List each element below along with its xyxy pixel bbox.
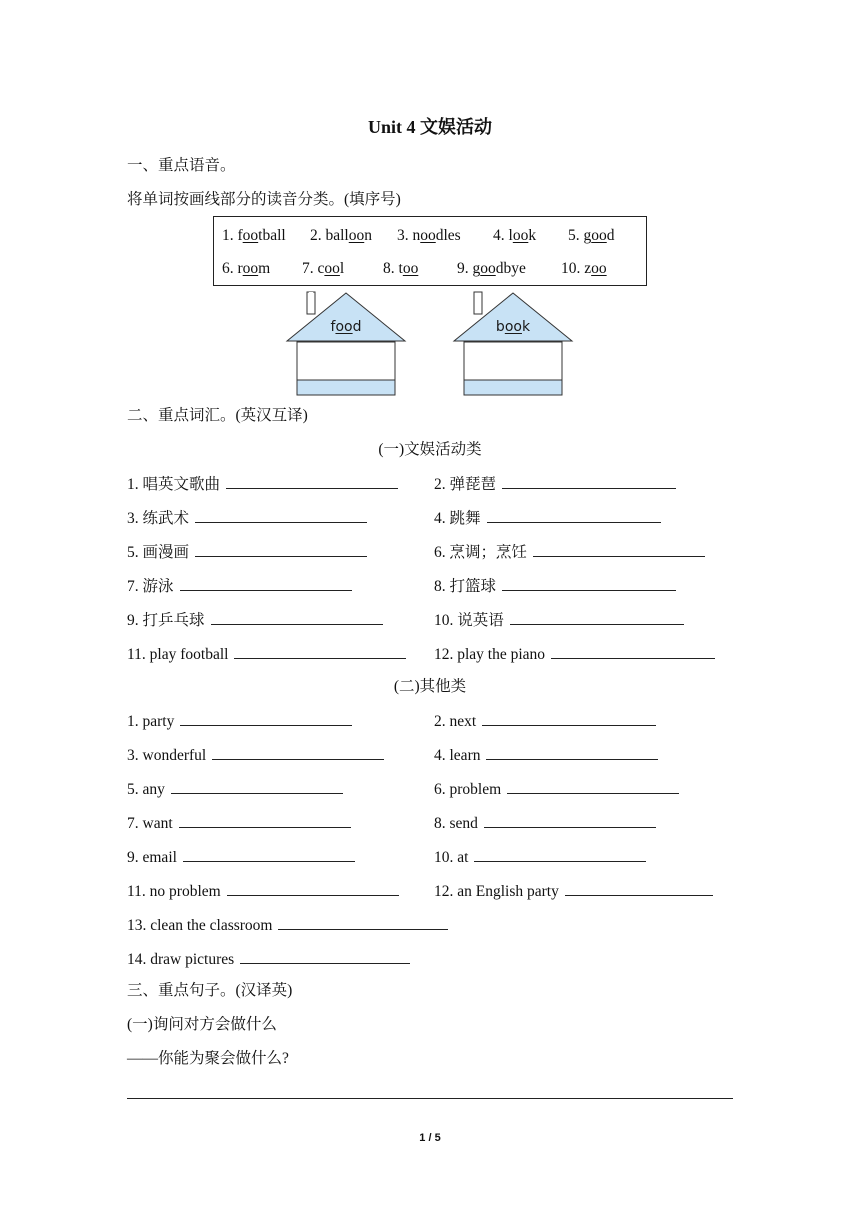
- word-item: [310, 226, 372, 246]
- answer-blank[interactable]: [565, 881, 713, 896]
- house-icon: [285, 290, 407, 398]
- word-text: d: [606, 227, 615, 244]
- word-text: dles: [435, 227, 461, 244]
- word-text: c: [317, 260, 325, 277]
- answer-blank[interactable]: [180, 576, 352, 591]
- vocab-item: [434, 610, 684, 631]
- vocab-item: [434, 542, 705, 563]
- word-underlined-part: oo: [420, 227, 436, 244]
- page-number: 1 / 5: [419, 1132, 441, 1144]
- vocab-prompt: 6. problem: [434, 781, 502, 798]
- word-number: 6.: [222, 260, 238, 277]
- word-underlined-part: oo: [324, 260, 340, 277]
- vocab-prompt: 5. 画漫画: [127, 544, 190, 561]
- word-number: 3.: [397, 227, 413, 244]
- answer-blank[interactable]: [507, 779, 679, 794]
- vocab-item: [434, 881, 713, 902]
- answer-blank[interactable]: [227, 881, 399, 896]
- word-item: [222, 226, 286, 246]
- house-word-book: book: [495, 319, 531, 335]
- vocab-item: [127, 644, 406, 665]
- word-number: 4.: [493, 227, 509, 244]
- vocab-prompt: 5. any: [127, 781, 165, 798]
- word-text: tball: [258, 227, 286, 244]
- word-text: t: [398, 260, 403, 277]
- page-title: Unit 4 文娱活动: [367, 117, 492, 137]
- word-number: 2.: [310, 227, 326, 244]
- word-text: g: [472, 260, 481, 277]
- vocab-prompt: 6. 烹调；烹饪: [434, 544, 528, 561]
- vocab-prompt: 1. party: [127, 713, 175, 730]
- question-1: ——你能为聚会做什么?: [127, 1050, 289, 1067]
- answer-blank[interactable]: [474, 847, 646, 862]
- answer-blank[interactable]: [183, 847, 355, 862]
- answer-blank[interactable]: [482, 711, 656, 726]
- section1-instruction: 将单词按画线部分的读音分类。(填序号): [127, 191, 401, 208]
- section2-sub2: (二)其他类: [393, 678, 467, 695]
- vocab-prompt: 14. draw pictures: [127, 951, 235, 968]
- section2-heading: 二、重点词汇。(英汉互译): [127, 407, 308, 424]
- vocab-prompt: 1. 唱英文歌曲: [127, 476, 221, 493]
- word-text: k: [528, 227, 537, 244]
- word-underlined-part: oo: [512, 227, 529, 244]
- answer-blank[interactable]: [226, 474, 398, 489]
- vocab-prompt: 10. 说英语: [434, 612, 504, 629]
- word-underlined-part: oo: [591, 227, 607, 244]
- vocab-prompt: 8. send: [434, 815, 478, 832]
- vocab-prompt: 12. play the piano: [434, 646, 546, 663]
- answer-blank[interactable]: [240, 949, 410, 964]
- word-item: [302, 259, 344, 279]
- word-text: n: [364, 227, 372, 244]
- word-underlined-part: oo: [242, 260, 259, 277]
- vocab-prompt: 3. wonderful: [127, 747, 207, 764]
- vocab-item: [434, 745, 658, 766]
- answer-line[interactable]: [127, 1098, 733, 1099]
- word-text: dbye: [495, 260, 526, 277]
- house-food: [285, 290, 407, 398]
- house-book: [452, 290, 574, 398]
- answer-blank[interactable]: [180, 711, 352, 726]
- answer-blank[interactable]: [278, 915, 448, 930]
- word-text: n: [412, 227, 421, 244]
- word-underlined-part: oo: [591, 260, 607, 277]
- section1-heading: 一、重点语音。: [127, 157, 236, 174]
- vocab-prompt: 2. 弹琵琶: [434, 476, 497, 493]
- word-text: ball: [325, 227, 349, 244]
- vocab-prompt: 13. clean the classroom: [127, 917, 273, 934]
- answer-blank[interactable]: [234, 644, 406, 659]
- answer-blank[interactable]: [486, 745, 658, 760]
- vocab-prompt: 12. an English party: [434, 883, 559, 900]
- word-number: 5.: [568, 227, 584, 244]
- answer-blank[interactable]: [211, 610, 383, 625]
- vocab-item: [127, 881, 399, 902]
- vocab-prompt: 11. play football: [127, 646, 229, 663]
- vocab-item: [127, 847, 355, 868]
- word-underlined-part: oo: [480, 260, 496, 277]
- word-item: [561, 259, 607, 279]
- vocab-prompt: 4. 跳舞: [434, 510, 481, 527]
- word-text: z: [584, 260, 592, 277]
- word-number: 9.: [457, 260, 473, 277]
- word-underlined-part: oo: [402, 260, 419, 277]
- section2-sub1: (一)文娱活动类: [378, 441, 482, 458]
- vocab-item: [434, 644, 715, 665]
- word-item: [493, 226, 536, 246]
- word-item: [383, 259, 418, 279]
- answer-blank[interactable]: [502, 576, 676, 591]
- word-underlined-part: oo: [242, 227, 259, 244]
- word-number: 1.: [222, 227, 238, 244]
- section3-sub1: (一)询问对方会做什么: [127, 1016, 277, 1033]
- vocab-item: [434, 711, 656, 732]
- vocab-prompt: 11. no problem: [127, 883, 221, 900]
- vocab-item: [127, 474, 398, 495]
- vocab-prompt: 4. learn: [434, 747, 481, 764]
- answer-blank[interactable]: [487, 508, 661, 523]
- vocab-item: [127, 711, 352, 732]
- answer-blank[interactable]: [195, 542, 367, 557]
- word-text: r: [237, 260, 243, 277]
- word-text: l: [339, 260, 345, 277]
- vocab-item: [434, 847, 646, 868]
- vocab-item: [434, 474, 676, 495]
- vocab-item: [127, 915, 448, 936]
- word-item: [457, 259, 526, 279]
- vocab-item: [434, 813, 656, 834]
- vocab-item: [434, 779, 679, 800]
- word-underlined-part: oo: [348, 227, 365, 244]
- word-number: 10.: [561, 260, 585, 277]
- vocab-item: [127, 610, 383, 631]
- vocab-item: [127, 508, 367, 529]
- answer-blank[interactable]: [179, 813, 351, 828]
- answer-blank[interactable]: [212, 745, 384, 760]
- answer-blank[interactable]: [171, 779, 343, 794]
- section3-heading: 三、重点句子。(汉译英): [127, 982, 293, 999]
- word-item: [222, 259, 270, 279]
- answer-blank[interactable]: [510, 610, 684, 625]
- word-number: 8.: [383, 260, 399, 277]
- vocab-prompt: 9. 打乒乓球: [127, 612, 205, 629]
- answer-blank[interactable]: [195, 508, 367, 523]
- vocab-item: [127, 949, 410, 970]
- answer-blank[interactable]: [533, 542, 705, 557]
- word-text: m: [258, 260, 271, 277]
- house-icon: [452, 290, 574, 398]
- vocab-prompt: 10. at: [434, 849, 469, 866]
- vocab-item: [127, 745, 384, 766]
- word-text: g: [583, 227, 592, 244]
- answer-blank[interactable]: [502, 474, 676, 489]
- house-word-food: food: [330, 319, 362, 335]
- vocab-prompt: 7. 游泳: [127, 578, 174, 595]
- vocab-item: [127, 576, 352, 597]
- word-item: [568, 226, 615, 246]
- vocab-prompt: 2. next: [434, 713, 477, 730]
- vocab-item: [127, 779, 343, 800]
- word-text: f: [237, 227, 243, 244]
- vocab-item: [434, 576, 676, 597]
- vocab-prompt: 9. email: [127, 849, 177, 866]
- vocab-prompt: 3. 练武术: [127, 510, 190, 527]
- vocab-prompt: 7. want: [127, 815, 173, 832]
- word-item: [397, 226, 461, 246]
- vocab-item: [127, 542, 367, 563]
- vocab-item: [127, 813, 351, 834]
- word-text: l: [508, 227, 513, 244]
- vocab-prompt: 8. 打篮球: [434, 578, 497, 595]
- vocab-item: [434, 508, 661, 529]
- answer-blank[interactable]: [551, 644, 715, 659]
- word-number: 7.: [302, 260, 318, 277]
- answer-blank[interactable]: [484, 813, 656, 828]
